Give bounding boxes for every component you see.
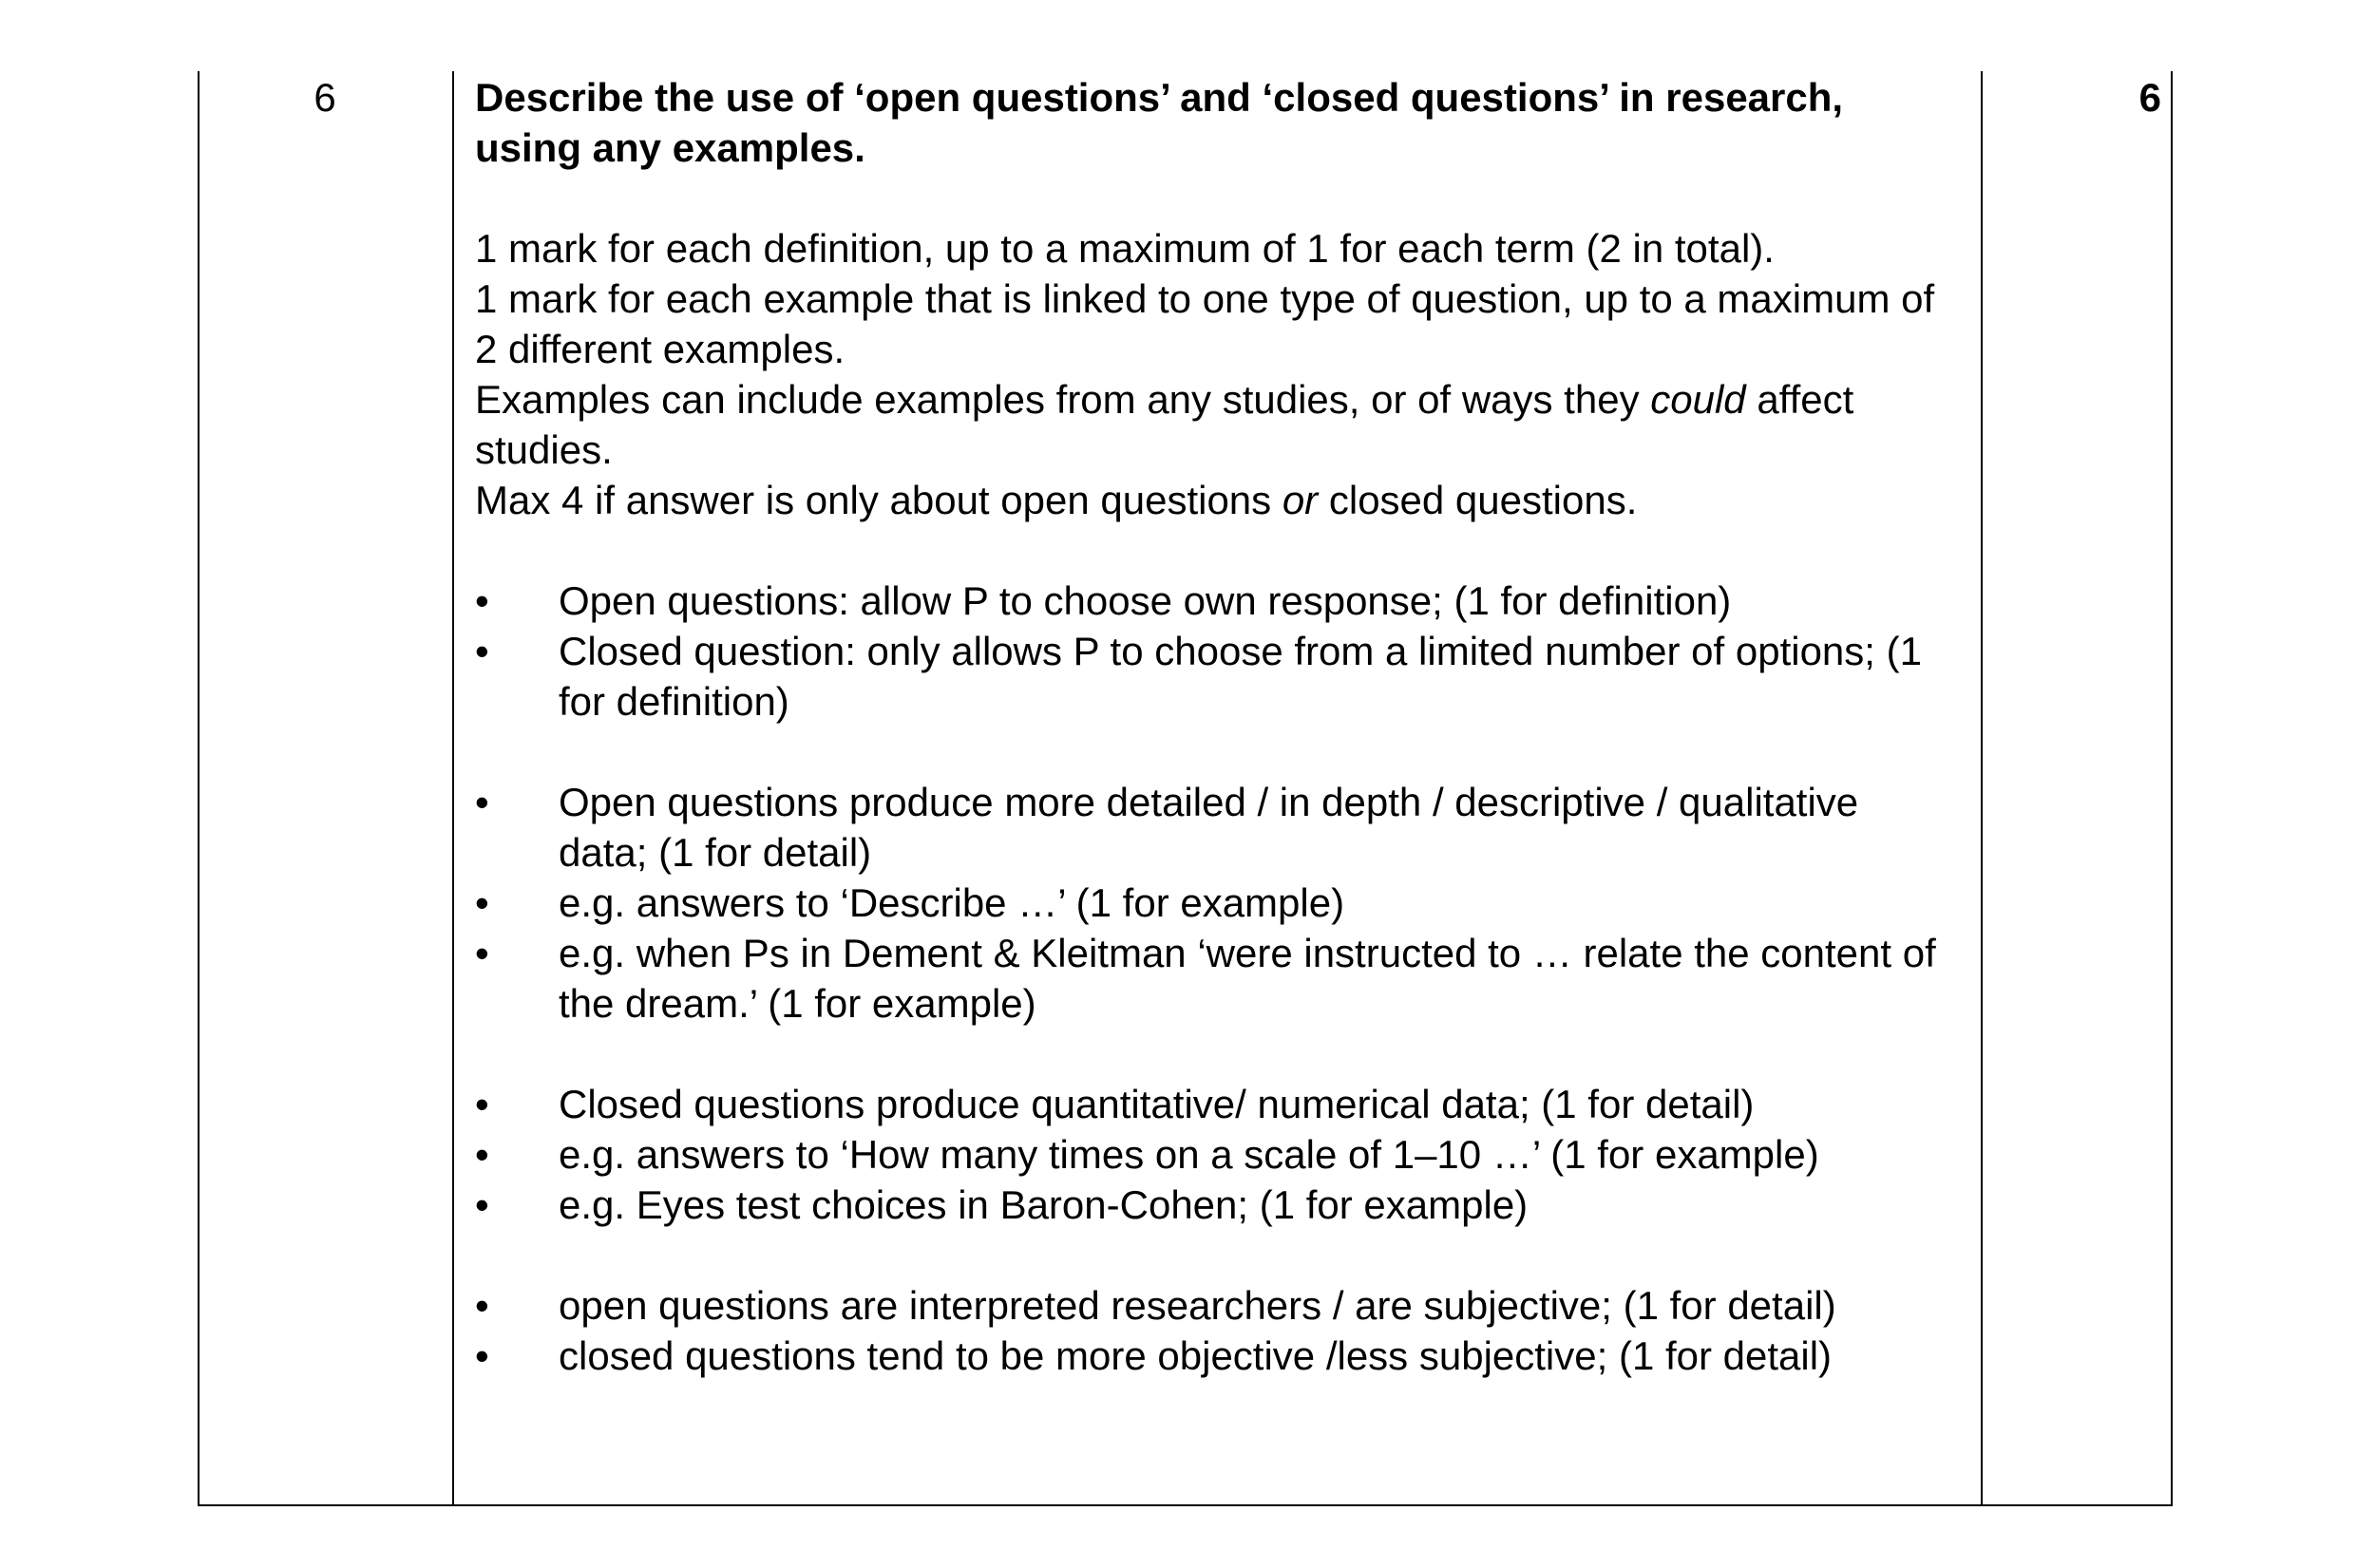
list-item: • e.g. answers to ‘Describe …’ (1 for example) [475,878,1957,928]
bullet: • [475,629,489,673]
table-border-left [198,71,200,1506]
emphasis-or: or [1282,478,1319,522]
question-text: Describe the use of ‘open questions’ and ‘closed questions’ in research, using any examples. [475,75,1844,170]
bullet: • [475,1333,489,1378]
list-item: • Closed question: only allows P to choose from a limited number of options; (1 for definition) [475,626,1957,727]
list-item: • e.g. when Ps in Dement & Kleitman ‘were instructed to … relate the content of the dream.’ (1 for example) [475,928,1957,1029]
bullet: • [475,578,489,623]
list-item: • Open questions produce more detailed / in depth / descriptive / qualitative data; (1 for detail) [475,777,1957,878]
list-item: • Open questions: allow P to choose own response; (1 for definition) [475,576,1957,626]
list-item: • closed questions tend to be more objective /less subjective; (1 for detail) [475,1331,1957,1381]
list-item: • e.g. answers to ‘How many times on a scale of 1–10 …’ (1 for example) [475,1129,1957,1180]
bullet: • [475,1182,489,1227]
marking-guidance [475,223,1957,525]
bullet: • [475,780,489,824]
guidance-line: 1 mark for each example that is linked to one type of question, up to a maximum of 2 different examples. [475,276,1935,371]
guidance-line: Max 4 if answer is only about open questions or closed questions. [475,478,1638,522]
point-group [475,576,1957,727]
list-item: • open questions are interpreted researchers / are subjective; (1 for detail) [475,1280,1957,1331]
question-number: 6 [314,75,336,120]
list-item: • Closed questions produce quantitative/ numerical data; (1 for detail) [475,1079,1957,1129]
bullet: • [475,1283,489,1328]
table-divider-marks [1981,71,1983,1506]
guidance-line: Examples can include examples from any studies, or of ways they could affect studies. [475,377,1854,472]
table-border-right [2171,71,2173,1506]
guidance-line: 1 mark for each definition, up to a maximum of 1 for each term (2 in total). [475,226,1775,271]
marks-value: 6 [2138,75,2161,120]
bullet: • [475,931,489,975]
point-group [475,1280,1957,1381]
bullet: • [475,880,489,925]
bullet: • [475,1132,489,1177]
list-item: • e.g. Eyes test choices in Baron-Cohen; (1 for example) [475,1180,1957,1230]
point-group [475,777,1957,1029]
point-group [475,1079,1957,1230]
bullet: • [475,1082,489,1126]
answer-content [475,72,1957,1381]
table-divider-number [452,71,454,1506]
table-border-bottom [198,1504,2173,1506]
emphasis-could: could [1650,377,1746,422]
